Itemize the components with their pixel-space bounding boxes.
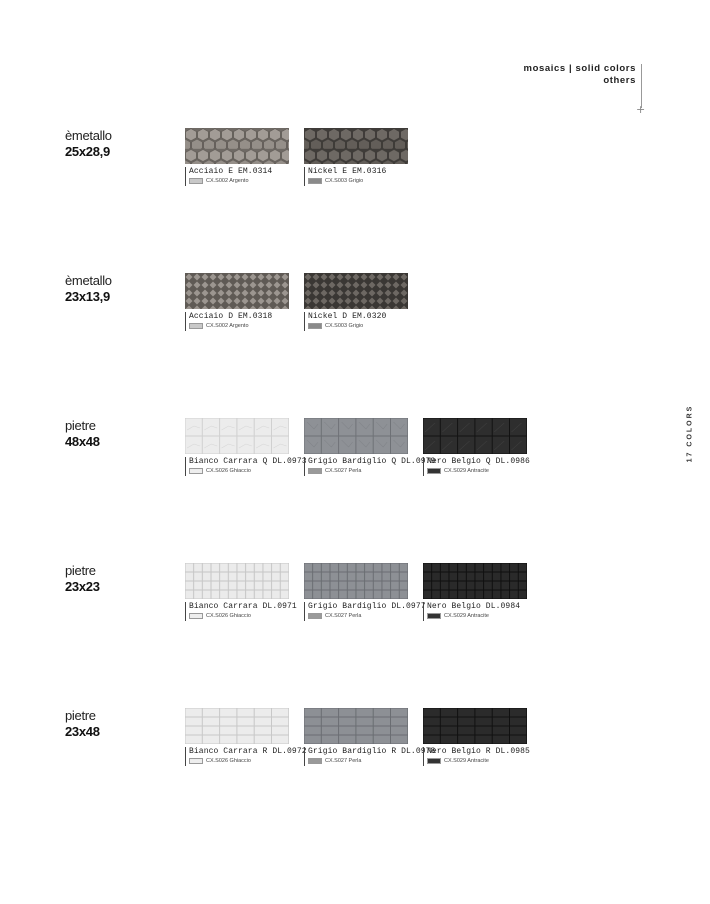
section-name: pietre xyxy=(65,708,96,723)
stone-small-square-swatch xyxy=(423,563,527,599)
product-name: Nero Belgio Q DL.0986 xyxy=(427,457,530,466)
color-chip xyxy=(427,758,441,764)
product-item[interactable] xyxy=(304,273,414,331)
product-item[interactable] xyxy=(304,418,436,476)
product-name: Acciaio D EM.0318 xyxy=(189,312,273,321)
product-item[interactable] xyxy=(304,563,426,621)
color-chip xyxy=(189,178,203,184)
color-chip xyxy=(189,613,203,619)
product-label xyxy=(304,167,414,186)
product-color-code: CX.S027 Perla xyxy=(308,612,414,620)
product-label xyxy=(185,457,307,476)
product-name: Nero Belgio R DL.0985 xyxy=(427,747,530,756)
section-size: 48x48 xyxy=(65,434,100,449)
product-label xyxy=(423,457,533,476)
stone-square-swatch xyxy=(185,418,289,454)
hexagon-mosaic-swatch xyxy=(304,128,408,164)
section-name: pietre xyxy=(65,418,96,433)
product-color-code: CX.S027 Perla xyxy=(308,757,414,765)
product-name: Bianco Carrara DL.0971 xyxy=(189,602,297,611)
product-name: Nero Belgio DL.0984 xyxy=(427,602,521,611)
product-item[interactable] xyxy=(304,708,436,766)
product-label xyxy=(304,312,414,331)
color-chip xyxy=(308,323,322,329)
product-name: Acciaio E EM.0314 xyxy=(189,167,273,176)
product-label xyxy=(423,747,533,766)
product-name: Bianco Carrara Q DL.0973 xyxy=(189,457,307,466)
product-label xyxy=(185,167,295,186)
crosshair-icon: + xyxy=(636,103,646,116)
section-name: èmetallo xyxy=(65,128,112,143)
color-chip xyxy=(189,323,203,329)
product-name: Grigio Bardiglio Q DL.0979 xyxy=(308,457,436,466)
product-color-code: CX.S002 Argento xyxy=(189,177,295,185)
page-header xyxy=(524,63,636,87)
header-line-2: others xyxy=(603,75,636,86)
product-item[interactable] xyxy=(185,128,295,186)
product-label xyxy=(185,747,307,766)
product-name: Grigio Bardiglio R DL.0978 xyxy=(308,747,436,756)
product-name: Grigio Bardiglio DL.0977 xyxy=(308,602,426,611)
side-label: 17 COLORS xyxy=(686,404,694,463)
section-size: 23x48 xyxy=(65,724,100,739)
section-size: 23x13,9 xyxy=(65,289,110,304)
product-color-code: CX.S026 Ghiaccio xyxy=(189,612,295,620)
stone-rectangle-swatch xyxy=(423,708,527,744)
product-label xyxy=(185,602,295,621)
stone-square-swatch xyxy=(304,418,408,454)
product-item[interactable] xyxy=(185,708,307,766)
section-size: 25x28,9 xyxy=(65,144,110,159)
section-emetallo-hex xyxy=(0,128,710,198)
section-size: 23x23 xyxy=(65,579,100,594)
header-line-1: mosaics | solid colors xyxy=(523,63,636,74)
product-color-code: CX.S027 Perla xyxy=(308,467,414,475)
color-chip xyxy=(189,468,203,474)
section-title xyxy=(65,128,112,160)
product-name: Bianco Carrara R DL.0972 xyxy=(189,747,307,756)
product-name: Nickel E EM.0316 xyxy=(308,167,387,176)
section-title xyxy=(65,563,100,595)
product-color-code: CX.S029 Antracite xyxy=(427,467,533,475)
product-color-code: CX.S029 Antracite xyxy=(427,612,533,620)
section-pietre-48x48 xyxy=(0,418,710,488)
section-title xyxy=(65,273,112,305)
color-chip xyxy=(308,613,322,619)
color-chip xyxy=(308,178,322,184)
color-chip xyxy=(308,758,322,764)
section-title xyxy=(65,418,100,450)
section-name: pietre xyxy=(65,563,96,578)
hexagon-mosaic-swatch xyxy=(185,128,289,164)
product-label xyxy=(304,747,436,766)
stone-square-swatch xyxy=(423,418,527,454)
section-emetallo-diamond xyxy=(0,273,710,343)
stone-small-square-swatch xyxy=(304,563,408,599)
diamond-mosaic-swatch xyxy=(185,273,289,309)
diamond-mosaic-swatch xyxy=(304,273,408,309)
product-color-code: CX.S003 Grigio xyxy=(308,177,414,185)
product-label xyxy=(304,457,436,476)
color-chip xyxy=(189,758,203,764)
product-name: Nickel D EM.0320 xyxy=(308,312,387,321)
section-pietre-23x23 xyxy=(0,563,710,633)
color-chip xyxy=(427,468,441,474)
stone-rectangle-swatch xyxy=(304,708,408,744)
product-item[interactable] xyxy=(185,273,295,331)
product-item[interactable] xyxy=(185,563,295,621)
product-label xyxy=(304,602,426,621)
section-pietre-23x48 xyxy=(0,708,710,778)
product-color-code: CX.S029 Antracite xyxy=(427,757,533,765)
stone-small-square-swatch xyxy=(185,563,289,599)
stone-rectangle-swatch xyxy=(185,708,289,744)
product-label xyxy=(423,602,533,621)
section-name: èmetallo xyxy=(65,273,112,288)
product-item[interactable] xyxy=(423,708,533,766)
color-chip xyxy=(427,613,441,619)
product-item[interactable] xyxy=(423,563,533,621)
product-color-code: CX.S002 Argento xyxy=(189,322,295,330)
header-rule xyxy=(641,64,642,108)
color-chip xyxy=(308,468,322,474)
product-color-code: CX.S026 Ghiaccio xyxy=(189,467,295,475)
product-item[interactable] xyxy=(304,128,414,186)
product-color-code: CX.S026 Ghiaccio xyxy=(189,757,295,765)
section-title xyxy=(65,708,100,740)
product-label xyxy=(185,312,295,331)
product-color-code: CX.S003 Grigio xyxy=(308,322,414,330)
product-item[interactable] xyxy=(423,418,533,476)
product-item[interactable] xyxy=(185,418,307,476)
